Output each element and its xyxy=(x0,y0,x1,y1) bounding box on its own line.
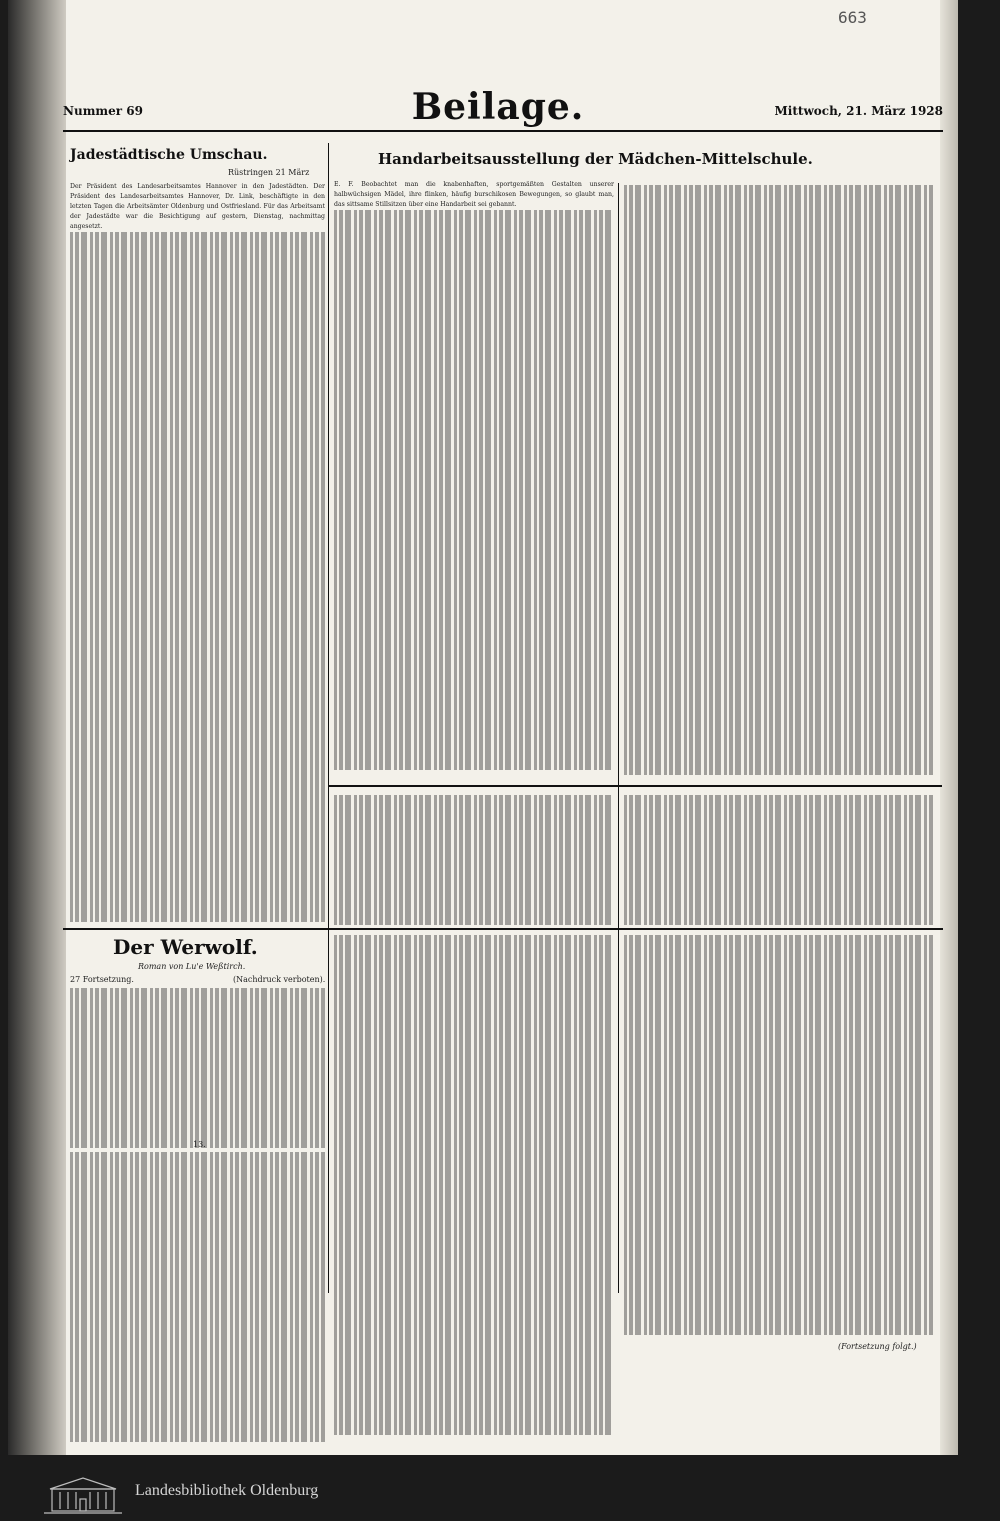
article-lead-exhibition: E. F. Beobachtet man die knabenhaften, sportgemäßten Gestalten unserer halbwüchsigen Mädel, ihre flinken, häufig burschikosen Bewegungen, so glaubt man, das sittsame Stillsitzen über eine Handarbeit sei gebannt. xyxy=(334,181,614,208)
masthead-rule xyxy=(63,130,943,132)
article-text-city xyxy=(70,182,325,922)
article-text-court xyxy=(334,795,614,925)
chapter-number: 13. xyxy=(193,1140,206,1149)
section-rule xyxy=(63,928,943,930)
newspaper-page xyxy=(8,0,958,1455)
column-rule xyxy=(328,143,329,1293)
dateline: Rüstringen 21 März xyxy=(228,168,310,177)
masthead xyxy=(63,86,943,130)
library-name: Landesbibliothek Oldenburg xyxy=(135,1482,319,1499)
article-text-exhibition xyxy=(334,180,614,780)
section-rule xyxy=(328,785,942,787)
serial-text-4 xyxy=(624,935,934,1340)
serial-copyright-note: (Nachdruck verboten). xyxy=(233,975,326,984)
book-gutter xyxy=(8,0,66,1455)
serial-installment: 27 Fortsetzung. xyxy=(70,975,134,984)
footer-bar xyxy=(0,1455,1000,1521)
article-text-exhibition-cont xyxy=(624,185,934,780)
page-edge xyxy=(940,0,958,1455)
supplement-title: Beilage. xyxy=(411,86,585,128)
serial-subtitle: Roman von Lu'e Weßtirch. xyxy=(138,962,246,971)
continued-note: (Fortsetzung folgt.) xyxy=(838,1342,917,1351)
serial-text-3 xyxy=(334,935,614,1440)
library-building-icon xyxy=(40,1475,126,1515)
serial-text-2 xyxy=(70,1152,325,1442)
serial-text-1 xyxy=(70,988,325,1148)
article-title-exhibition: Handarbeitsausstellung der Mädchen-Mittelschule. xyxy=(378,150,813,168)
issue-number: Nummer 69 xyxy=(63,104,143,118)
article-title-city: Jadestädtische Umschau. xyxy=(70,147,268,163)
article-text-spring xyxy=(624,795,934,925)
issue-date: Mittwoch, 21. März 1928 xyxy=(774,104,943,118)
article-lead-city: Der Präsident des Landesarbeitsamtes Hannover in den Jadestädten. Der Präsident des Landesarbeitsamtes Hannover, Dr. Link, beschäftigte in den letzten Tagen die Arbeitsämter Oldenburg und Ostfriesland. Für das Arbeitsamt der Jadestädte war die Besichtigung auf gestern, Dienstag, nachmittag angesetzt. xyxy=(70,183,325,230)
page-number: 663 xyxy=(838,8,867,27)
serial-title: Der Werwolf. xyxy=(113,935,258,959)
column-rule xyxy=(618,183,619,1293)
